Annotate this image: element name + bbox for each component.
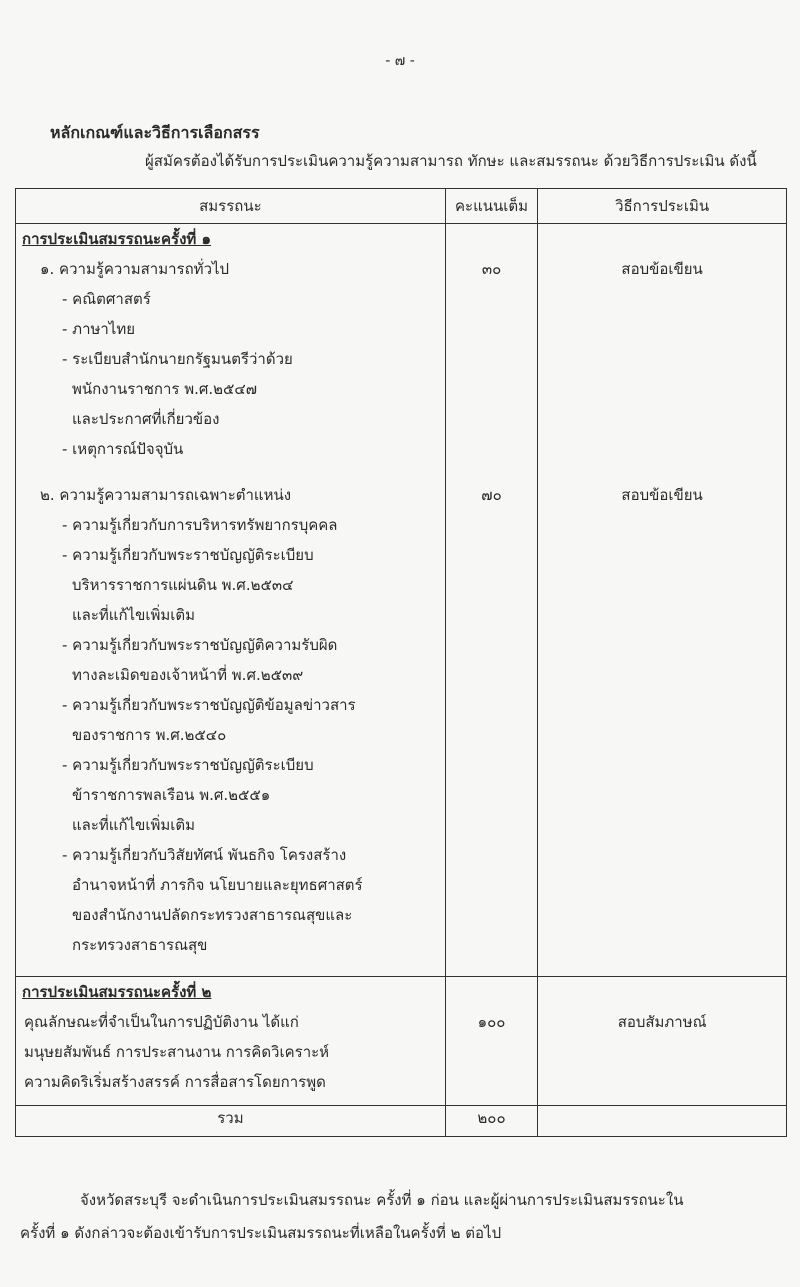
round2-text: มนุษยสัมพันธ์ การประสานงาน การคิดวิเคราะห์	[24, 1043, 330, 1061]
header-method: วิธีการประเมิน	[538, 189, 787, 224]
round1-score-cell	[445, 224, 537, 977]
item2-sub: กระทรวงสาธารณสุข	[72, 936, 208, 954]
total-method-empty	[538, 1106, 787, 1137]
total-score: ๒๐๐	[445, 1106, 537, 1137]
item2-sub: - ความรู้เกี่ยวกับพระราชบัญญัติความรับผิด	[62, 636, 338, 654]
criteria-table	[15, 188, 787, 1137]
round1-competency-cell	[16, 224, 446, 977]
item2-sub: และที่แก้ไขเพิ่มเติม	[72, 816, 196, 834]
round2-text: ความคิดริเริ่มสร้างสรรค์ การสื่อสารโดยการพูด	[24, 1073, 326, 1091]
round1-method-cell	[538, 224, 787, 977]
round2-competency-cell	[16, 977, 446, 1106]
item1-sub: และประกาศที่เกี่ยวข้อง	[72, 410, 220, 428]
round2-text: คุณลักษณะที่จำเป็นในการปฏิบัติงาน ได้แก่	[24, 1013, 299, 1031]
round2-method: สอบสัมภาษณ์	[617, 1013, 707, 1031]
item1-method: สอบข้อเขียน	[621, 260, 703, 278]
footer-line: ครั้งที่ ๑ ดังกล่าวจะต้องเข้ารับการประเมินสมรรถนะที่เหลือในครั้งที่ ๒ ต่อไป	[20, 1224, 502, 1242]
round1-row	[16, 224, 787, 977]
header-competency: สมรรถนะ	[16, 189, 446, 224]
item2-sub: ข้าราชการพลเรือน พ.ศ.๒๕๕๑	[72, 786, 271, 804]
item2-sub: - ความรู้เกี่ยวกับวิสัยทัศน์ พันธกิจ โครงสร้าง	[62, 846, 347, 864]
section-heading: หลักเกณฑ์และวิธีการเลือกสรร	[50, 123, 260, 142]
item1-sub: พนักงานราชการ พ.ศ.๒๕๔๗	[72, 380, 258, 398]
total-label: รวม	[16, 1106, 446, 1137]
page-number: - ๗ -	[385, 53, 415, 69]
item2-sub: - ความรู้เกี่ยวกับการบริหารทรัพยากรบุคคล	[62, 516, 338, 534]
item1-sub: - ภาษาไทย	[62, 320, 136, 338]
item1-score: ๓๐	[481, 260, 502, 278]
item2-sub: ของราชการ พ.ศ.๒๕๔๐	[72, 726, 227, 744]
header-full-score: คะแนนเต็ม	[445, 189, 537, 224]
item1-sub: - เหตุการณ์ปัจจุบัน	[62, 440, 184, 458]
item1-sub: - คณิตศาสตร์	[62, 290, 151, 308]
round2-method-cell	[538, 977, 787, 1106]
item2-score: ๗๐	[481, 486, 502, 504]
item2-sub: - ความรู้เกี่ยวกับพระราชบัญญัติระเบียบ	[62, 546, 314, 564]
round2-score: ๑๐๐	[477, 1013, 506, 1031]
footer-line: จังหวัดสระบุรี จะดำเนินการประเมินสมรรถนะ ครั้งที่ ๑ ก่อน และผู้ผ่านการประเมินสมรรถนะใน	[80, 1191, 684, 1209]
item2-sub: และที่แก้ไขเพิ่มเติม	[72, 606, 196, 624]
item1-label: ๑. ความรู้ความสามารถทั่วไป	[40, 260, 230, 278]
item2-sub: ทางละเมิดของเจ้าหน้าที่ พ.ศ.๒๕๓๙	[72, 666, 304, 684]
item2-label: ๒. ความรู้ความสามารถเฉพาะตำแหน่ง	[40, 486, 292, 504]
item2-sub: อำนาจหน้าที่ ภารกิจ นโยบายและยุทธศาสตร์	[72, 876, 363, 894]
round2-title: การประเมินสมรรถนะครั้งที่ ๒	[22, 983, 212, 1001]
intro-text: ผู้สมัครต้องได้รับการประเมินความรู้ความสามารถ ทักษะ และสมรรถนะ ด้วยวิธีการประเมิน ดังนี้	[145, 152, 757, 170]
item2-sub: บริหารราชการแผ่นดิน พ.ศ.๒๕๓๔	[72, 576, 294, 594]
table-header-row	[16, 189, 787, 224]
total-row	[16, 1106, 787, 1137]
item2-sub: ของสำนักงานปลัดกระทรวงสาธารณสุขและ	[72, 906, 353, 924]
item2-method: สอบข้อเขียน	[621, 486, 703, 504]
round2-score-cell	[445, 977, 537, 1106]
item2-sub: - ความรู้เกี่ยวกับพระราชบัญญัติข้อมูลข่าวสาร	[62, 696, 356, 714]
footer-paragraph	[20, 1184, 683, 1250]
round2-row	[16, 977, 787, 1106]
item2-sub: - ความรู้เกี่ยวกับพระราชบัญญัติระเบียบ	[62, 756, 314, 774]
round1-title: การประเมินสมรรถนะครั้งที่ ๑	[22, 230, 212, 248]
item1-sub: - ระเบียบสำนักนายกรัฐมนตรีว่าด้วย	[62, 350, 293, 368]
